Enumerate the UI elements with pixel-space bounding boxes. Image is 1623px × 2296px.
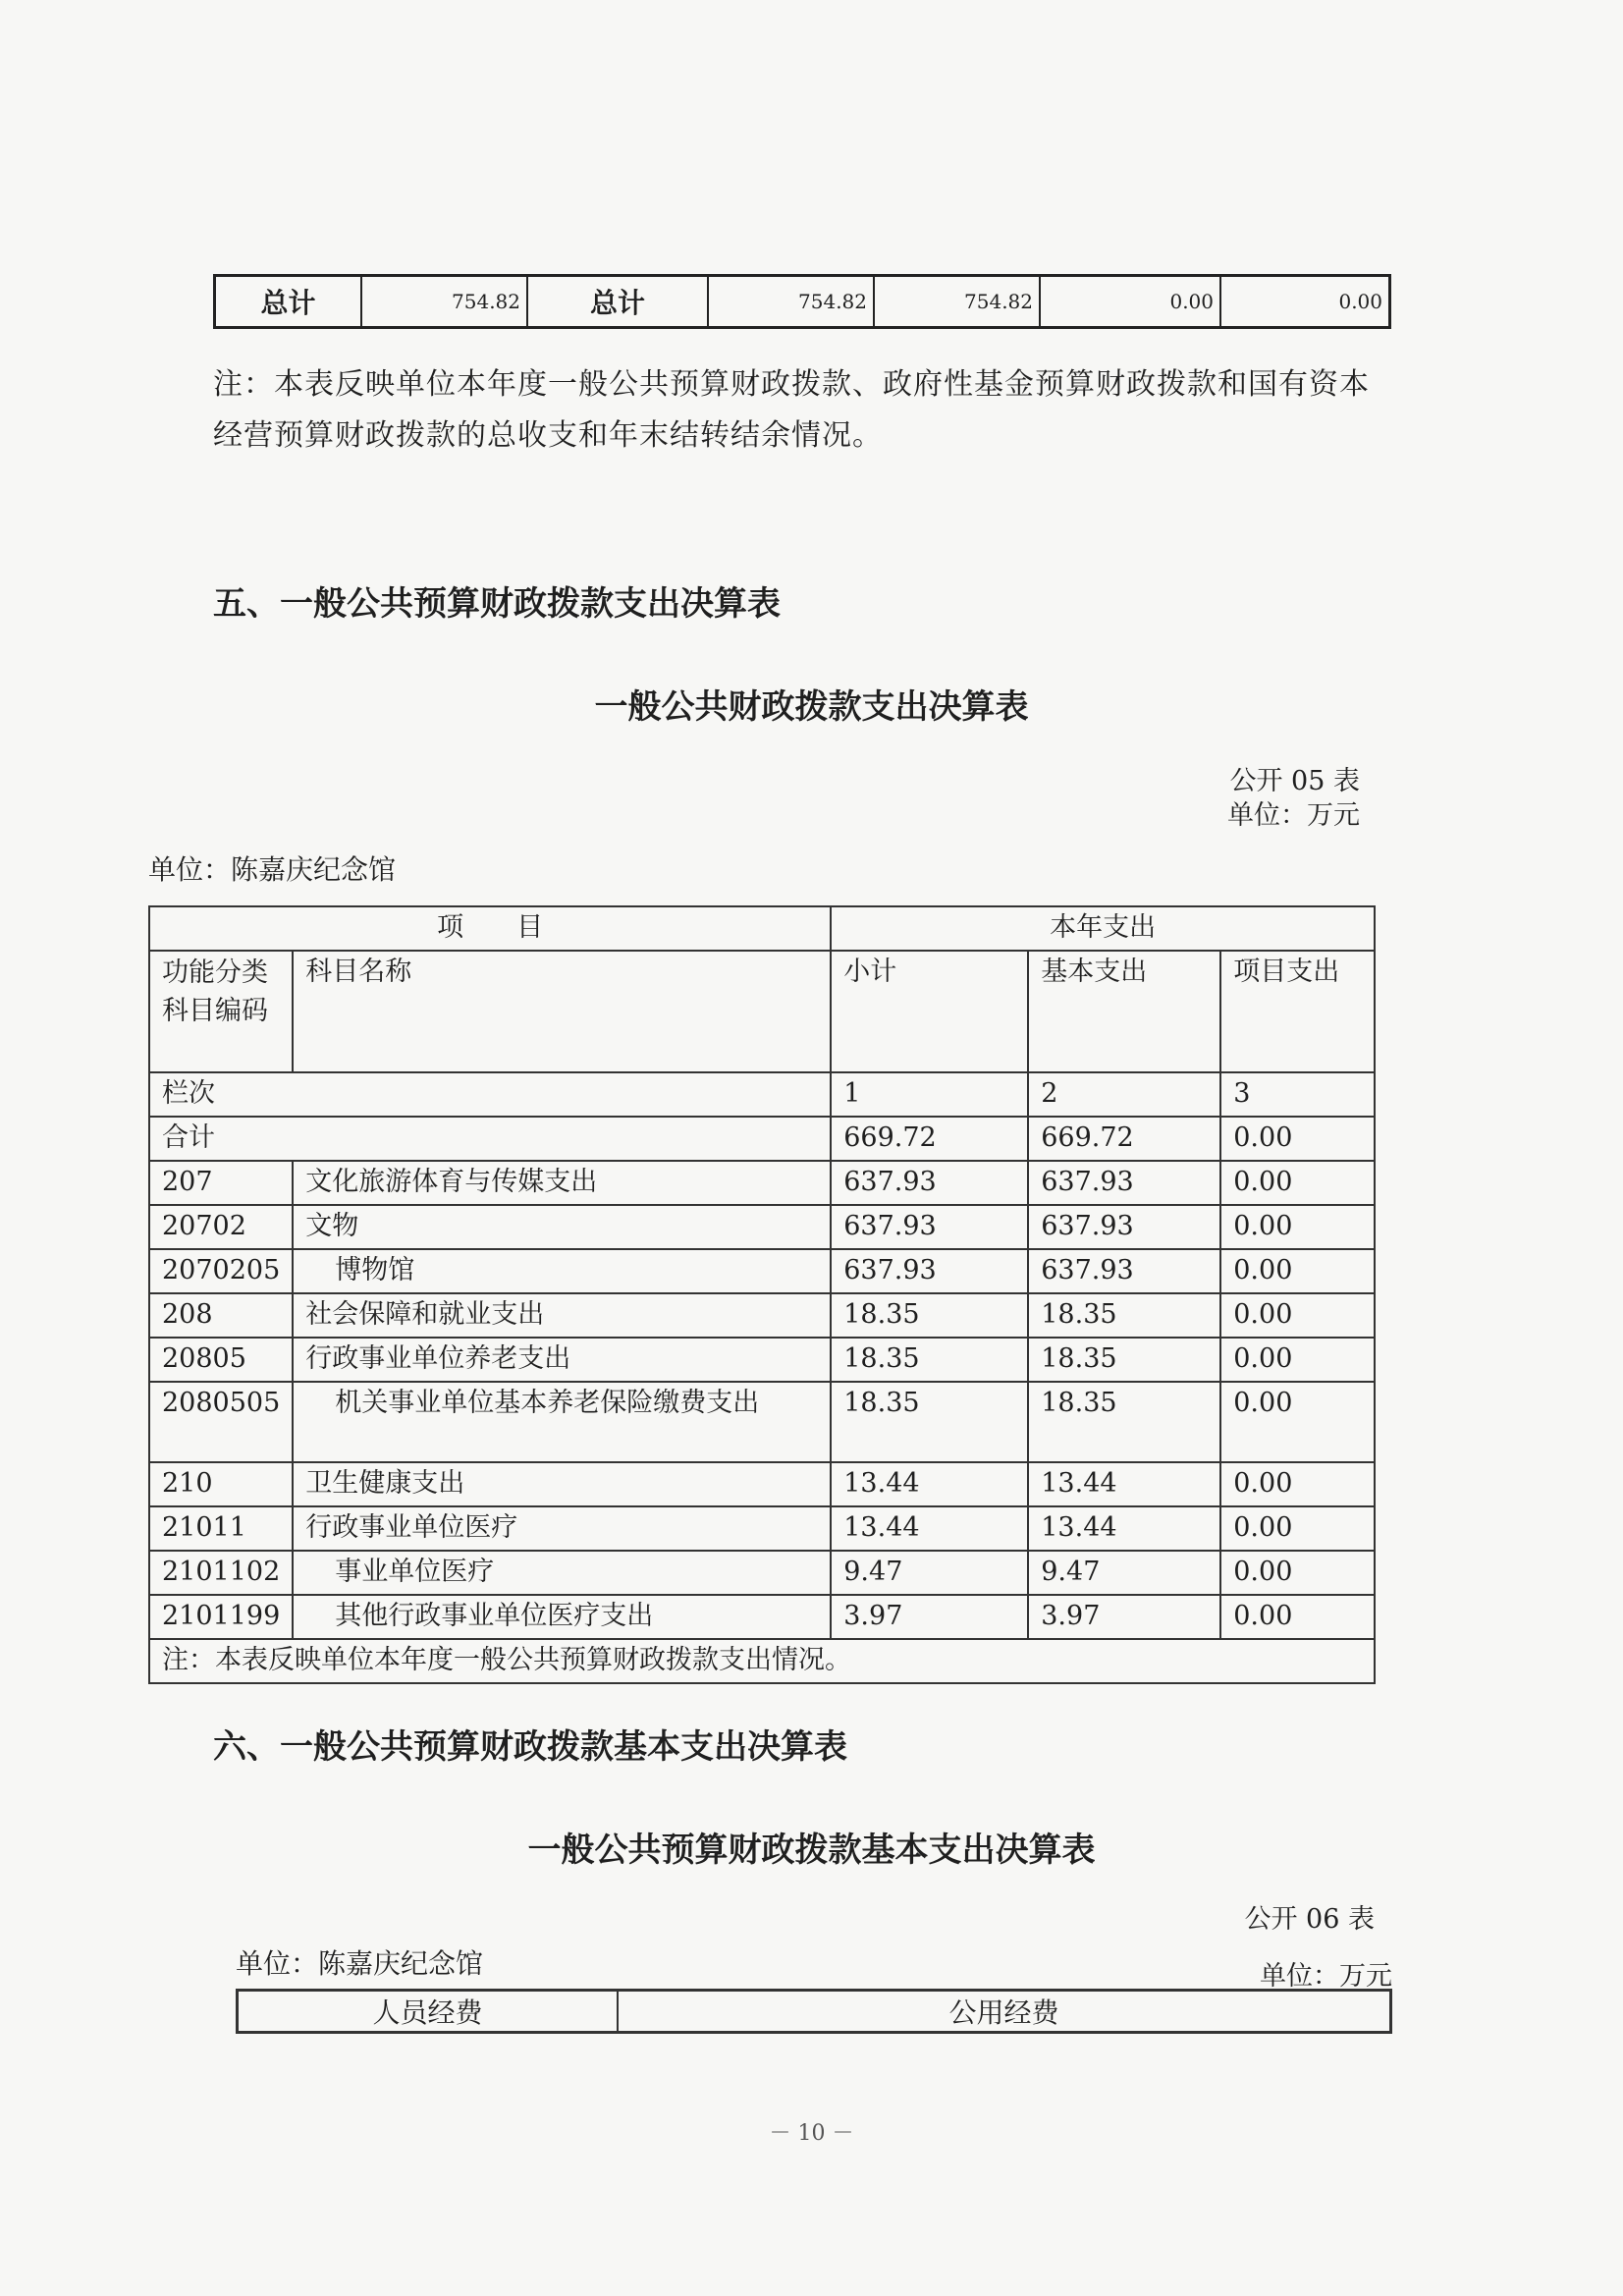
row-subtotal: 18.35 bbox=[831, 1293, 1028, 1338]
row-code: 20702 bbox=[149, 1205, 293, 1249]
header-expense: 本年支出 bbox=[831, 906, 1375, 951]
total-value-left: 754.82 bbox=[361, 276, 527, 328]
row-basic: 637.93 bbox=[1028, 1205, 1220, 1249]
table-row bbox=[149, 1338, 1375, 1382]
row-project: 0.00 bbox=[1220, 1551, 1375, 1595]
row-basic: 637.93 bbox=[1028, 1249, 1220, 1293]
table-06-number: 公开 06 表 bbox=[1244, 1904, 1375, 1935]
row-name: 博物馆 bbox=[293, 1249, 831, 1293]
row-project: 0.00 bbox=[1220, 1506, 1375, 1551]
row-code: 21011 bbox=[149, 1506, 293, 1551]
table-row bbox=[149, 1072, 1375, 1117]
table-row bbox=[149, 1595, 1375, 1639]
table-row bbox=[149, 1205, 1375, 1249]
table-row bbox=[149, 1249, 1375, 1293]
total-value-3: 0.00 bbox=[1040, 276, 1220, 328]
total-label-left: 总计 bbox=[215, 276, 362, 328]
section-5-heading: 五、一般公共预算财政拨款支出决算表 bbox=[213, 584, 781, 624]
table-06-unit: 单位：万元 bbox=[1260, 1961, 1392, 1992]
table-row bbox=[149, 1462, 1375, 1506]
header-personnel: 人员经费 bbox=[238, 1991, 619, 2033]
total-basic: 669.72 bbox=[1028, 1117, 1220, 1161]
row-name: 卫生健康支出 bbox=[293, 1462, 831, 1506]
table-05-number: 公开 05 表 bbox=[1229, 766, 1360, 796]
row-code: 2101199 bbox=[149, 1595, 293, 1639]
table-row bbox=[149, 1161, 1375, 1205]
row-project: 0.00 bbox=[1220, 1595, 1375, 1639]
lanci-1: 1 bbox=[831, 1072, 1028, 1117]
row-name: 行政事业单位医疗 bbox=[293, 1506, 831, 1551]
row-code: 2070205 bbox=[149, 1249, 293, 1293]
total-summary-table bbox=[213, 274, 1391, 329]
table-row bbox=[149, 1382, 1375, 1462]
row-basic: 13.44 bbox=[1028, 1506, 1220, 1551]
table-05-unit: 单位：万元 bbox=[1227, 800, 1360, 831]
row-subtotal: 3.97 bbox=[831, 1595, 1028, 1639]
row-project: 0.00 bbox=[1220, 1462, 1375, 1506]
row-basic: 18.35 bbox=[1028, 1382, 1220, 1462]
row-subtotal: 637.93 bbox=[831, 1205, 1028, 1249]
row-project: 0.00 bbox=[1220, 1161, 1375, 1205]
table-header-row bbox=[238, 1991, 1391, 2033]
table-row bbox=[149, 1551, 1375, 1595]
header-public: 公用经费 bbox=[618, 1991, 1391, 2033]
total-value-2: 754.82 bbox=[874, 276, 1040, 328]
row-subtotal: 18.35 bbox=[831, 1338, 1028, 1382]
header-basic: 基本支出 bbox=[1028, 951, 1220, 1072]
header-project-expense: 项目支出 bbox=[1220, 951, 1375, 1072]
top-table-note: 注：本表反映单位本年度一般公共预算财政拨款、政府性基金预算财政拨款和国有资本经营预算财政拨款的总收支和年末结转结余情况。 bbox=[213, 367, 1370, 453]
header-name: 科目名称 bbox=[293, 951, 831, 1072]
row-subtotal: 13.44 bbox=[831, 1506, 1028, 1551]
total-value-4: 0.00 bbox=[1220, 276, 1390, 328]
row-code: 208 bbox=[149, 1293, 293, 1338]
row-subtotal: 18.35 bbox=[831, 1382, 1028, 1462]
row-subtotal: 637.93 bbox=[831, 1249, 1028, 1293]
row-basic: 18.35 bbox=[1028, 1293, 1220, 1338]
row-code: 207 bbox=[149, 1161, 293, 1205]
row-code: 2080505 bbox=[149, 1382, 293, 1462]
row-code: 2101102 bbox=[149, 1551, 293, 1595]
row-basic: 9.47 bbox=[1028, 1551, 1220, 1595]
row-basic: 18.35 bbox=[1028, 1338, 1220, 1382]
page-number: － 10 － bbox=[769, 2121, 854, 2146]
table-row bbox=[149, 1117, 1375, 1161]
header-project: 项 目 bbox=[149, 906, 831, 951]
total-subtotal: 669.72 bbox=[831, 1117, 1028, 1161]
row-code: 210 bbox=[149, 1462, 293, 1506]
row-project: 0.00 bbox=[1220, 1293, 1375, 1338]
row-project: 0.00 bbox=[1220, 1249, 1375, 1293]
row-project: 0.00 bbox=[1220, 1338, 1375, 1382]
table-06-title: 一般公共预算财政拨款基本支出决算表 bbox=[527, 1831, 1096, 1870]
table-header-row bbox=[149, 951, 1375, 1072]
row-name: 行政事业单位养老支出 bbox=[293, 1338, 831, 1382]
table-06-org: 单位：陈嘉庆纪念馆 bbox=[236, 1947, 484, 1980]
row-basic: 3.97 bbox=[1028, 1595, 1220, 1639]
table-row bbox=[149, 1639, 1375, 1683]
row-subtotal: 637.93 bbox=[831, 1161, 1028, 1205]
row-name: 文化旅游体育与传媒支出 bbox=[293, 1161, 831, 1205]
table-row bbox=[149, 1293, 1375, 1338]
row-subtotal: 13.44 bbox=[831, 1462, 1028, 1506]
row-subtotal: 9.47 bbox=[831, 1551, 1028, 1595]
row-name: 机关事业单位基本养老保险缴费支出 bbox=[293, 1382, 831, 1462]
basic-expenditure-table-06 bbox=[236, 1989, 1392, 2034]
total-project: 0.00 bbox=[1220, 1117, 1375, 1161]
row-total-label: 合计 bbox=[149, 1117, 831, 1161]
table-row bbox=[149, 1506, 1375, 1551]
header-code: 功能分类科目编码 bbox=[149, 951, 293, 1072]
row-name: 社会保障和就业支出 bbox=[293, 1293, 831, 1338]
row-project: 0.00 bbox=[1220, 1382, 1375, 1462]
expenditure-table-05 bbox=[148, 905, 1376, 1684]
table-05-note: 注：本表反映单位本年度一般公共预算财政拨款支出情况。 bbox=[149, 1639, 1375, 1683]
lanci-3: 3 bbox=[1220, 1072, 1375, 1117]
row-name: 文物 bbox=[293, 1205, 831, 1249]
section-6-heading: 六、一般公共预算财政拨款基本支出决算表 bbox=[213, 1727, 847, 1767]
table-05-title: 一般公共财政拨款支出决算表 bbox=[594, 687, 1029, 727]
row-basic: 13.44 bbox=[1028, 1462, 1220, 1506]
row-name: 其他行政事业单位医疗支出 bbox=[293, 1595, 831, 1639]
lanci-2: 2 bbox=[1028, 1072, 1220, 1117]
total-label-right: 总计 bbox=[527, 276, 708, 328]
total-value-1: 754.82 bbox=[708, 276, 874, 328]
row-code: 20805 bbox=[149, 1338, 293, 1382]
table-header-row bbox=[149, 906, 1375, 951]
row-lanci-label: 栏次 bbox=[149, 1072, 831, 1117]
row-basic: 637.93 bbox=[1028, 1161, 1220, 1205]
row-project: 0.00 bbox=[1220, 1205, 1375, 1249]
row-name: 事业单位医疗 bbox=[293, 1551, 831, 1595]
table-05-org: 单位：陈嘉庆纪念馆 bbox=[148, 853, 397, 886]
table-row bbox=[215, 276, 1390, 328]
header-subtotal: 小计 bbox=[831, 951, 1028, 1072]
